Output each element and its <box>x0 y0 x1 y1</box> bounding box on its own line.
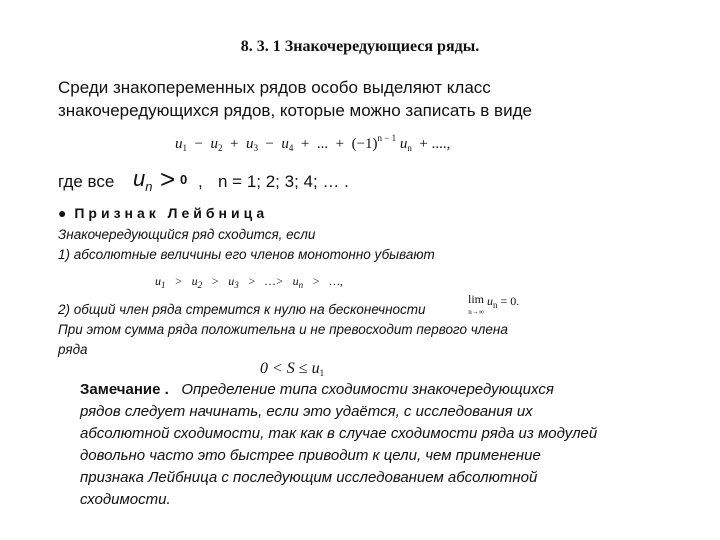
intro-line-1: Среди знакопеременных рядов особо выделяют класс <box>58 78 491 97</box>
remark-line-5: признака Лейбница с последующим исследованием абсолютной <box>80 469 538 486</box>
sum-line-1: При этом сумма ряда положительна и не превосходит первого члена <box>58 322 508 337</box>
where-gt: > <box>160 164 176 194</box>
sum-line-2: ряда <box>58 342 88 357</box>
intro-line-2: знакочередующихся рядов, которые можно записать в виде <box>58 101 532 120</box>
where-zero: 0 <box>180 172 188 187</box>
leibniz-line-1: Знакочередующийся ряд сходится, если <box>58 227 316 242</box>
page-title: 8. 3. 1 Знакочередующиеся ряды. <box>240 38 480 55</box>
remark-line-4: довольно часто это быстрее приводит к цели, чем применение <box>80 447 541 464</box>
leibniz-line-2: 1) абсолютные величины его членов монотонно убывают <box>58 247 435 262</box>
remark-line-6: сходимости. <box>80 491 171 508</box>
where-label: где все <box>58 172 115 191</box>
limit-formula: lim n→∞ $u_n = 0$. <box>468 292 520 316</box>
remark-label: Замечание . <box>80 381 169 398</box>
monotone-chain: $u_1$ > $u_2$ > $u_3$ > …> $u_n$ > …, <box>155 274 343 290</box>
where-un: $u_n$ <box>133 166 153 194</box>
remark-line-2: рядов следует начинать, если это удаётся, с исследования их <box>80 403 533 420</box>
leibniz-condition-2: 2) общий член ряда стремится к нулю на бесконечности <box>58 302 426 317</box>
remark-line-3: абсолютной сходимости, так как в случае сходимости ряда из модулей <box>80 425 598 442</box>
leibniz-heading: ● Признак Лейбница <box>58 205 269 221</box>
where-comma: , <box>198 172 203 191</box>
where-n-values: n = 1; 2; 3; 4; … . <box>218 172 349 191</box>
series-formula: $u_1 - u_2 + u_3 - u_4$ + ... + $(-1)^{n - 1}$ $u_n$ + ...., <box>175 133 451 153</box>
remark-line-1: Замечание . Определение типа сходимости знакочередующихся <box>80 381 554 398</box>
sum-inequality: $0 < S \le u_1$ <box>260 360 325 378</box>
